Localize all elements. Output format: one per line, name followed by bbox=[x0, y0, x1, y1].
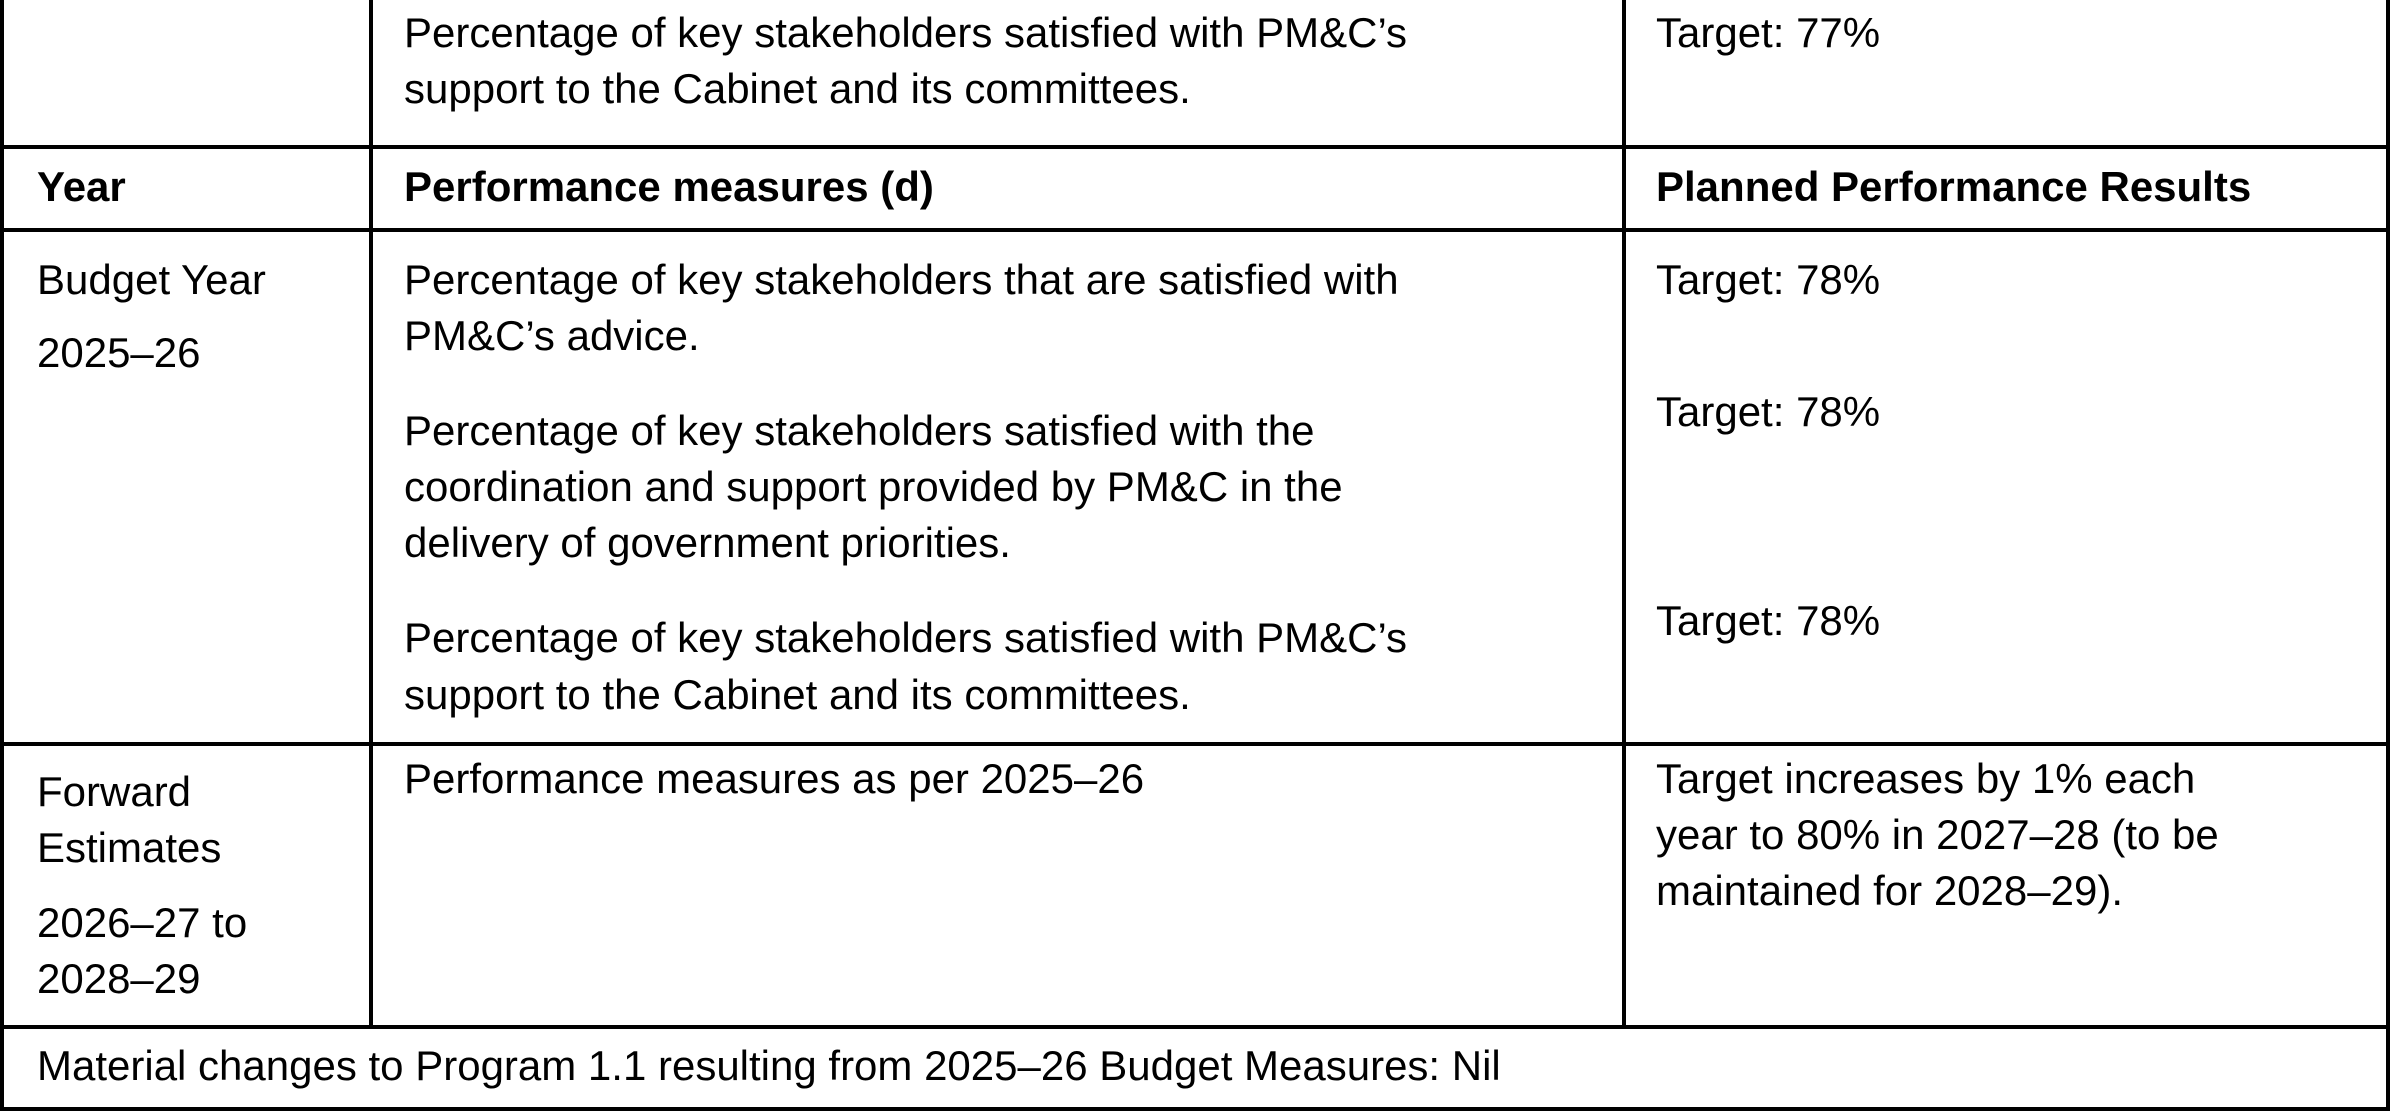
header-measures: Performance measures (d) bbox=[404, 163, 934, 210]
forward-label-line-2: Estimates bbox=[37, 824, 222, 871]
budget-target-1: Target: 78% bbox=[1656, 256, 1881, 303]
budget-measure-1-line-1: Percentage of key stakeholders that are satisfied with bbox=[404, 256, 1399, 303]
rule-col-1 bbox=[369, 0, 373, 1027]
rule-col-2 bbox=[1622, 0, 1626, 1027]
rule-left-edge bbox=[0, 0, 4, 1111]
top-row-measure-line-2: support to the Cabinet and its committees. bbox=[404, 65, 1191, 112]
forward-measures: Performance measures as per 2025–26 bbox=[404, 755, 1145, 802]
budget-measure-2-line-1: Percentage of key stakeholders satisfied with the bbox=[404, 407, 1315, 454]
forward-result-line-1: Target increases by 1% each bbox=[1656, 755, 2196, 802]
forward-period-line-1: 2026–27 to bbox=[37, 899, 248, 946]
rule-table-bottom bbox=[0, 1107, 2390, 1111]
rule-budget-bottom bbox=[0, 742, 2390, 746]
rule-top-row-bottom bbox=[0, 145, 2390, 149]
header-year: Year bbox=[37, 163, 126, 210]
budget-year-label: Budget Year bbox=[37, 256, 266, 303]
budget-target-3: Target: 78% bbox=[1656, 597, 1881, 644]
budget-measure-3-line-2: support to the Cabinet and its committees. bbox=[404, 671, 1191, 718]
top-row-measure-line-1: Percentage of key stakeholders satisfied with PM&C’s bbox=[404, 9, 1408, 56]
budget-year-period: 2025–26 bbox=[37, 329, 201, 376]
rule-right-edge bbox=[2386, 0, 2390, 1111]
forward-label-line-1: Forward bbox=[37, 768, 192, 815]
header-results: Planned Performance Results bbox=[1656, 163, 2252, 210]
budget-measure-2-line-2: coordination and support provided by PM&C in the bbox=[404, 463, 1343, 510]
budget-measure-2-line-3: delivery of government priorities. bbox=[404, 519, 1011, 566]
forward-period-line-2: 2028–29 bbox=[37, 955, 201, 1002]
forward-result-line-3: maintained for 2028–29). bbox=[1656, 867, 2123, 914]
budget-measure-1-line-2: PM&C’s advice. bbox=[404, 312, 700, 359]
budget-measure-3-line-1: Percentage of key stakeholders satisfied with PM&C’s bbox=[404, 614, 1408, 661]
forward-result-line-2: year to 80% in 2027–28 (to be bbox=[1656, 811, 2219, 858]
rule-forward-bottom bbox=[0, 1025, 2390, 1029]
rule-header-bottom bbox=[0, 228, 2390, 232]
top-row-result: Target: 77% bbox=[1656, 9, 1881, 56]
budget-target-2: Target: 78% bbox=[1656, 388, 1881, 435]
material-changes-note: Material changes to Program 1.1 resulting from 2025–26 Budget Measures: Nil bbox=[37, 1042, 1501, 1089]
